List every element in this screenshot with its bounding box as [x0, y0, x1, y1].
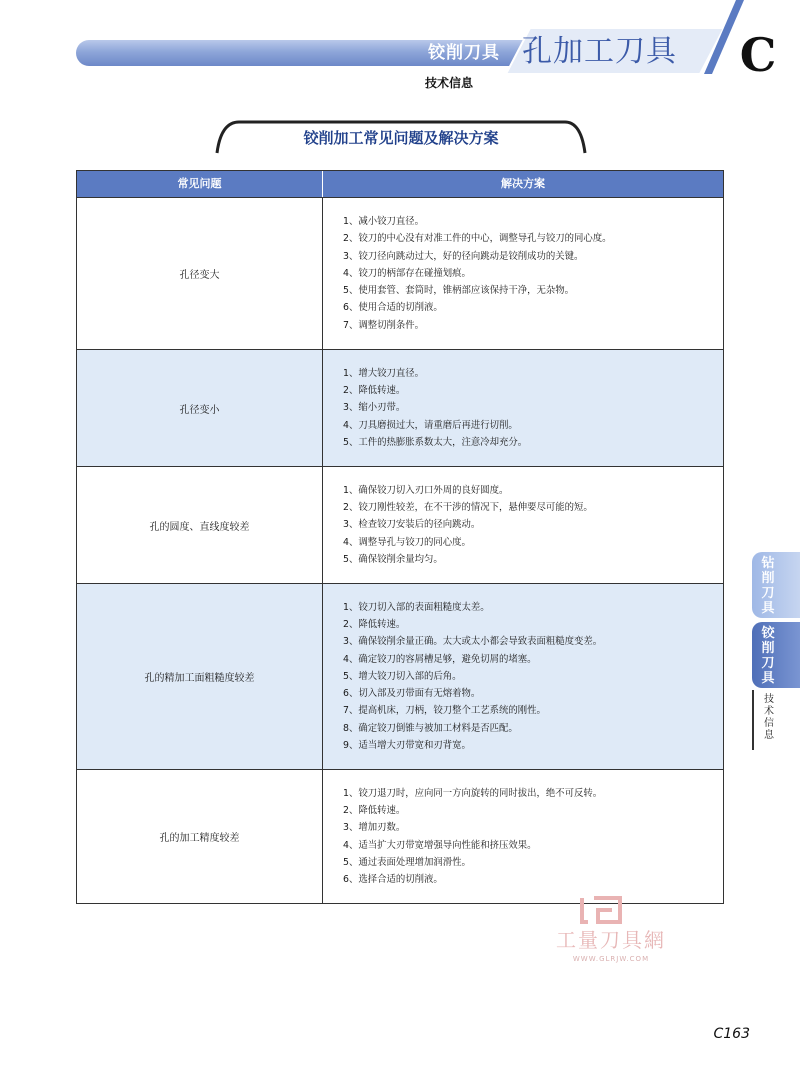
solution-line: 4、调整导孔与铰刀的同心度。 [343, 536, 471, 548]
solution-cell [323, 467, 723, 583]
solution-line: 2、铰刀的中心没有对准工件的中心，调整导孔与铰刀的同心度。 [343, 233, 612, 245]
solution-line: 5、工件的热膨胀系数太大，注意冷却充分。 [343, 436, 528, 448]
solution-line: 5、确保铰削余量均匀。 [343, 553, 443, 565]
chapter-letter: C [739, 28, 777, 82]
solution-line: 1、确保铰刀切入刃口外周的良好圆度。 [343, 484, 509, 496]
header-subtitle: 技术信息 [424, 76, 473, 90]
solution-line: 9、适当增大刃带宽和刃背宽。 [343, 739, 471, 751]
solution-line: 1、增大铰刀直径。 [343, 367, 424, 379]
table-header [77, 171, 723, 197]
watermark-name: 工量刀具網 [556, 928, 666, 952]
solution-line: 6、选择合适的切削液。 [343, 873, 443, 885]
solution-line: 3、检查铰刀安装后的径向跳动。 [343, 519, 481, 531]
solution-line: 5、通过表面处理增加润滑性。 [343, 856, 471, 868]
solution-cell [323, 770, 723, 903]
problem-cell: 孔径变大 [77, 198, 323, 349]
solution-line: 3、缩小刃带。 [343, 402, 406, 414]
watermark-logo [578, 894, 624, 926]
problem-cell: 孔的加工精度较差 [77, 770, 323, 903]
solution-line: 2、降低转速。 [343, 619, 406, 631]
solution-line: 7、调整切削条件。 [343, 319, 424, 331]
side-tab-drilling-label: 钻削刀具 [761, 556, 775, 616]
column-header-solution: 解决方案 [501, 177, 545, 190]
table-row [77, 197, 723, 349]
solution-cell [323, 198, 723, 349]
solution-line: 4、确定铰刀的容屑槽足够，避免切屑的堵塞。 [343, 653, 537, 665]
watermark-url: WWW.GLRJW.COM [572, 955, 650, 963]
header-title: 孔加工刀具 [522, 34, 677, 69]
section-title: 铰削加工常见问题及解决方案 [303, 129, 499, 147]
solution-line: 3、增加刃数。 [343, 822, 406, 834]
problem-cell: 孔的圆度、直线度较差 [77, 467, 323, 583]
solution-line: 2、降低转速。 [343, 805, 406, 817]
solution-line: 4、适当扩大刃带宽增强导向性能和挤压效果。 [343, 839, 537, 851]
solution-line: 8、确定铰刀倒锥与被加工材料是否匹配。 [343, 722, 518, 734]
solution-line: 6、切入部及刃带面有无熔着物。 [343, 688, 481, 700]
solution-cell [323, 350, 723, 466]
problem-cell: 孔的精加工面粗糙度较差 [77, 584, 323, 769]
table-row [77, 583, 723, 769]
side-tab-reaming-label: 铰削刀具 [761, 626, 775, 686]
column-header-problem: 常见问题 [77, 171, 323, 197]
solution-line: 1、铰刀退刀时，应向同一方向旋转的同时拔出，绝不可反转。 [343, 787, 603, 799]
page-number: C163 [713, 1026, 750, 1042]
solution-line: 3、确保铰削余量正确。太大或太小都会导致表面粗糙度变差。 [343, 636, 603, 648]
table-row [77, 349, 723, 466]
solution-line: 2、铰刀刚性较差，在不干涉的情况下，悬伸要尽可能的短。 [343, 502, 593, 514]
problem-cell: 孔径变小 [77, 350, 323, 466]
side-divider [752, 690, 754, 750]
solution-line: 4、铰刀的柄部存在碰撞划痕。 [343, 267, 471, 279]
table-row [77, 466, 723, 583]
solution-line: 5、使用套管、套筒时，锥柄部应该保持干净，无杂物。 [343, 285, 574, 297]
problems-table [76, 170, 724, 904]
solution-cell [323, 584, 723, 769]
side-tab-subtitle: 技术信息 [764, 694, 774, 741]
solution-line: 5、增大铰刀切入部的后角。 [343, 670, 462, 682]
solution-line: 3、铰刀径向跳动过大，好的径向跳动是铰削成功的关键。 [343, 250, 584, 262]
solution-line: 2、降低转速。 [343, 385, 406, 397]
solution-line: 4、刀具磨损过大，请重磨后再进行切削。 [343, 419, 518, 431]
solution-line: 1、减小铰刀直径。 [343, 216, 424, 228]
solution-line: 6、使用合适的切削液。 [343, 302, 443, 314]
table-row [77, 769, 723, 903]
solution-line: 7、提高机床，刀柄，铰刀整个工艺系统的刚性。 [343, 705, 546, 717]
header-category: 铰削刀具 [428, 43, 500, 63]
solution-line: 1、铰刀切入部的表面粗糙度太差。 [343, 602, 490, 614]
